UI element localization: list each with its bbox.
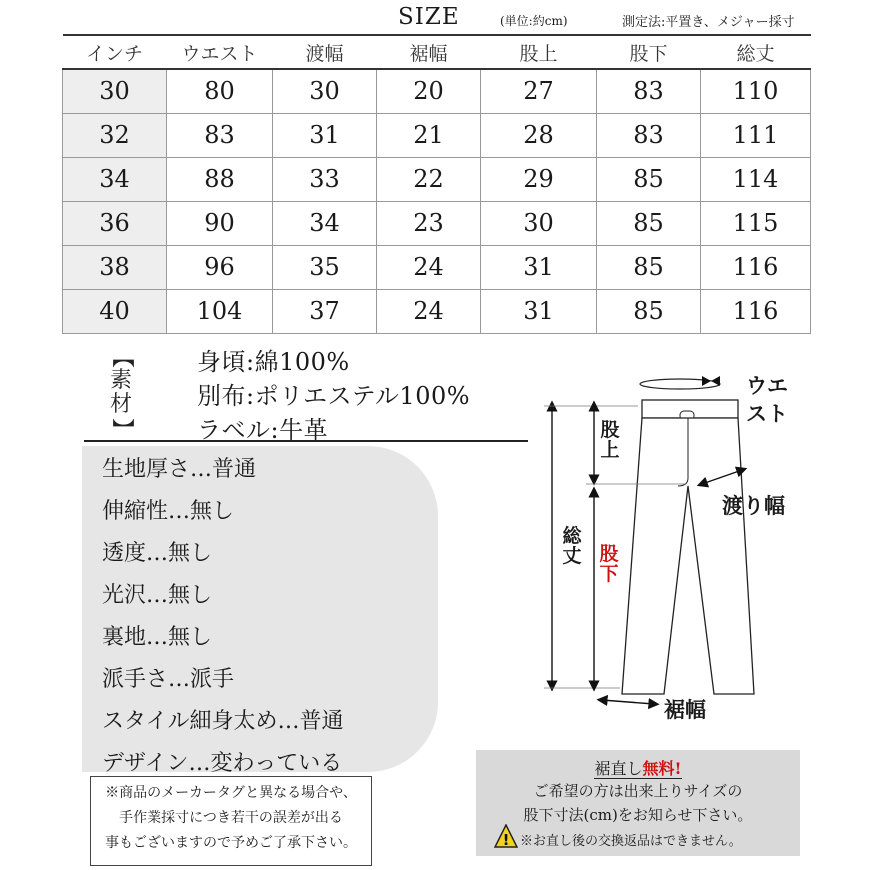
property-item: 伸縮性…無し: [102, 499, 235, 524]
table-cell: 110: [701, 69, 811, 113]
table-cell: 34: [273, 201, 377, 245]
diagram-thigh-label: 渡り幅: [722, 494, 785, 518]
material-label: [104, 345, 138, 441]
table-cell: 116: [701, 245, 811, 289]
free-badge: 無料!: [642, 759, 682, 778]
measure-method-label: 測定法:平置き、メジャー採寸: [622, 15, 795, 30]
property-item: 透度…無し: [102, 541, 213, 566]
table-header-row: [63, 35, 811, 69]
bracket-open: 【: [109, 345, 134, 368]
bracket-close: 】: [109, 417, 134, 440]
table-cell: 27: [481, 69, 597, 113]
svg-text:!: !: [502, 831, 510, 848]
material-label-char: 素: [109, 368, 132, 393]
table-cell: 24: [377, 245, 481, 289]
table-cell: 24: [377, 289, 481, 333]
table-cell: 30: [481, 201, 597, 245]
diagram-length-label: 総 丈: [562, 525, 582, 567]
diagram-hem-label: 裾幅: [664, 698, 706, 722]
table-cell: 30: [63, 69, 167, 113]
table-row: [63, 113, 811, 157]
table-cell: 111: [701, 113, 811, 157]
table-cell: 32: [63, 113, 167, 157]
table-row: [63, 157, 811, 201]
hem-title-text: 裾直し無料!: [594, 759, 682, 778]
table-row: [63, 201, 811, 245]
table-row: [63, 245, 811, 289]
table-cell: 31: [273, 113, 377, 157]
header-thigh: 渡幅: [273, 35, 377, 69]
table-cell: 30: [273, 69, 377, 113]
warning-icon: [494, 824, 518, 848]
table-cell: 83: [167, 113, 273, 157]
diagram-waist-label: ウエスト: [746, 374, 788, 426]
table-cell: 33: [273, 157, 377, 201]
table-cell: 85: [597, 245, 701, 289]
table-cell: 114: [701, 157, 811, 201]
header-hem: 裾幅: [377, 35, 481, 69]
table-cell: 37: [273, 289, 377, 333]
hem-service-line: 股下寸法(cm)をお知らせ下さい。: [523, 806, 753, 824]
table-cell: 90: [167, 201, 273, 245]
hem-arrow: [602, 700, 654, 704]
header-waist: ウエスト: [167, 35, 273, 69]
size-table: [62, 34, 811, 334]
waist-arrow-icon: [702, 376, 720, 386]
property-item: 光沢…無し: [102, 583, 213, 608]
table-cell: 88: [167, 157, 273, 201]
property-item: 裏地…無し: [102, 625, 213, 650]
table-cell: 38: [63, 245, 167, 289]
table-row: [63, 69, 811, 113]
property-item: デザイン…変わっている: [102, 751, 343, 776]
table-cell: 104: [167, 289, 273, 333]
note-line: 事もございますので予めご了承下さい。: [105, 835, 357, 851]
diagram-rise-label: 股 上: [600, 419, 620, 461]
property-item: 生地厚さ…普通: [102, 457, 257, 482]
table-cell: 36: [63, 201, 167, 245]
table-cell: 22: [377, 157, 481, 201]
table-cell: 80: [167, 69, 273, 113]
note-line: ※商品のメーカータグと異なる場合や、: [105, 785, 357, 801]
hem-service-line: ご希望の方は出来上りサイズの: [533, 782, 743, 800]
hem-warning-text: ※お直し後の交換返品はできません。: [520, 834, 742, 849]
table-cell: 28: [481, 113, 597, 157]
size-title: SIZE: [398, 4, 460, 30]
table-row: [63, 289, 811, 333]
material-label-tag: ラベル:牛革: [197, 416, 329, 444]
header-length: 総丈: [701, 35, 811, 69]
disclaimer-note: [90, 776, 372, 866]
table-cell: 85: [597, 157, 701, 201]
header-inch: インチ: [63, 35, 167, 69]
unit-label: (単位:約cm): [500, 14, 568, 28]
table-cell: 83: [597, 69, 701, 113]
note-line: 手作業採寸につき若干の誤差が出る: [119, 810, 343, 826]
table-cell: 85: [597, 201, 701, 245]
table-cell: 31: [481, 245, 597, 289]
table-cell: 85: [597, 289, 701, 333]
section-divider: [84, 440, 528, 442]
table-cell: 20: [377, 69, 481, 113]
table-cell: 35: [273, 245, 377, 289]
hem-service-box: [476, 750, 800, 856]
table-cell: 116: [701, 289, 811, 333]
table-cell: 23: [377, 201, 481, 245]
hem-service-title: [476, 756, 800, 779]
table-cell: 31: [481, 289, 597, 333]
table-cell: 29: [481, 157, 597, 201]
table-cell: 115: [701, 201, 811, 245]
property-item: 派手さ…派手: [102, 667, 235, 692]
property-item: スタイル細身太め…普通: [102, 709, 344, 734]
table-cell: 83: [597, 113, 701, 157]
header-rise: 股上: [481, 35, 597, 69]
table-cell: 34: [63, 157, 167, 201]
header-inseam: 股下: [597, 35, 701, 69]
table-cell: 96: [167, 245, 273, 289]
table-cell: 21: [377, 113, 481, 157]
diagram-inseam-label: 股 下: [599, 543, 619, 585]
material-accent: 別布:ポリエステル100%: [197, 382, 471, 410]
material-label-char: 材: [109, 392, 132, 417]
table-cell: 40: [63, 289, 167, 333]
material-body: 身頃:綿100%: [197, 348, 350, 376]
